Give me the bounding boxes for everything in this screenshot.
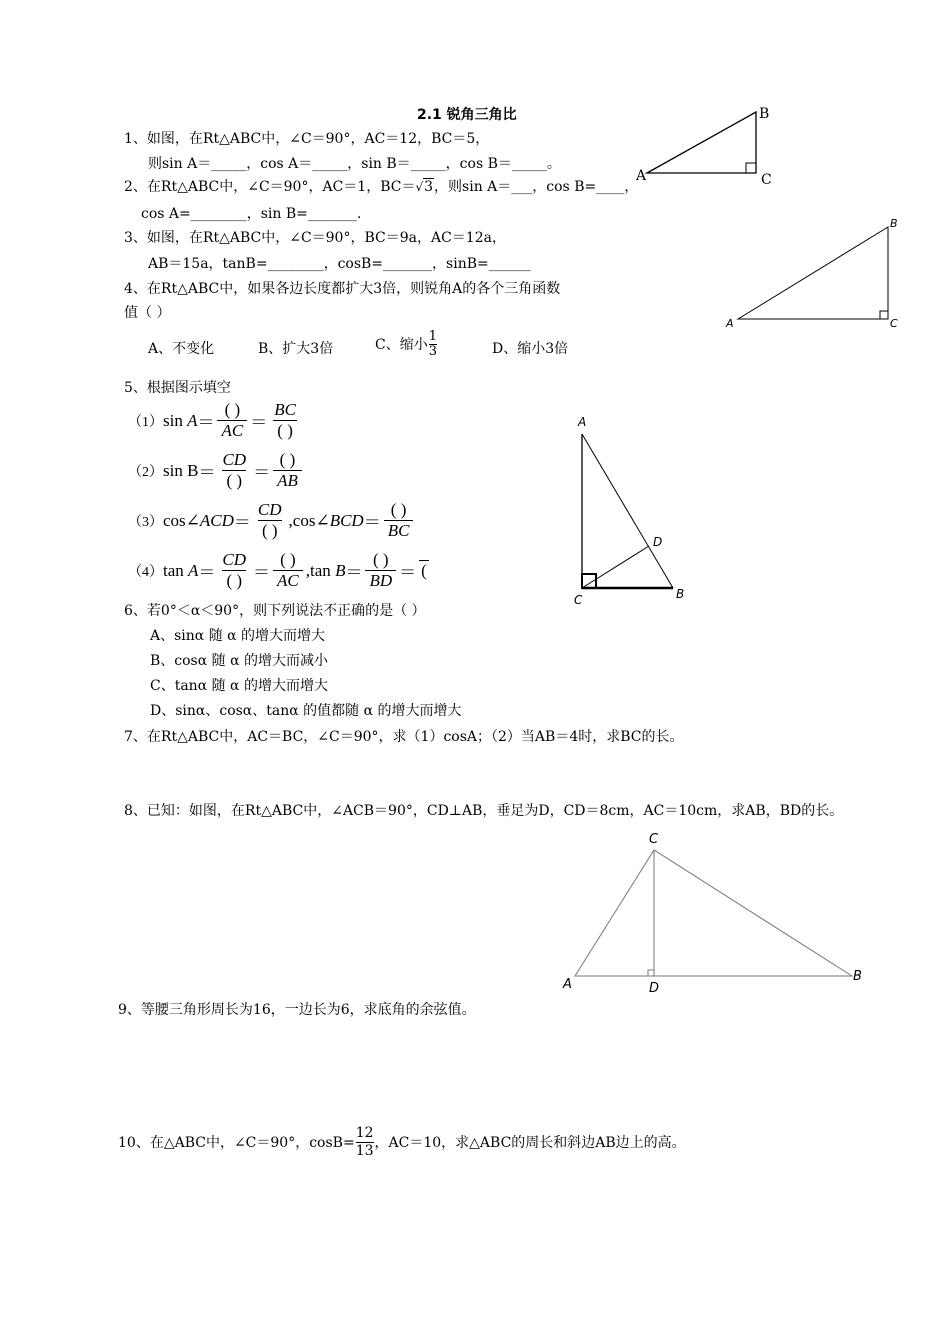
equals-sign: ＝ (233, 513, 251, 532)
fraction (217, 400, 247, 441)
q5-part4-label: （4） (128, 564, 163, 580)
fraction-numerator (270, 400, 300, 420)
blank: ( ) (258, 520, 282, 541)
side-cd: CD (222, 450, 247, 469)
q2-line1: 2、在Rt△ABC中，∠C＝90°，AC＝1，BC＝√3，则sin A＝___，cos B=____， (124, 179, 639, 195)
q6-option-a: A、sinα 随 α 的增大而增大 (150, 628, 326, 644)
figure-3-triangle (570, 410, 700, 605)
fraction (254, 500, 286, 541)
equals-sign: ＝ (253, 463, 271, 482)
sin-b-label: sin B (163, 460, 199, 480)
vertex-b-label: B (676, 587, 685, 601)
figure-1-triangle (620, 100, 780, 190)
side-ac: AC (221, 421, 244, 440)
q4-line2: 值（ ） (124, 305, 171, 321)
side-bc: BC (387, 521, 410, 540)
fraction-denominator (384, 520, 414, 541)
q5-stem: 5、根据图示填空 (124, 380, 231, 396)
triangle-abc (738, 227, 888, 319)
blank: ( ) (273, 420, 297, 441)
q4-option-c (375, 330, 438, 359)
side-cd: CD (222, 550, 247, 569)
equals-sign: ＝ (197, 413, 215, 432)
vertex-c-label: C (574, 593, 583, 607)
blank: ( ) (279, 450, 296, 469)
fraction-denominator: 3 (428, 344, 437, 359)
fraction (218, 450, 250, 491)
side-ab (582, 434, 673, 588)
equals-sign: ＝ (363, 513, 381, 532)
q7-text: 7、在Rt△ABC中，AC＝BC，∠C＝90°，求（1）cosA；（2）当AB＝4时，求BC的长。 (124, 729, 684, 745)
comma: , (288, 510, 293, 530)
fraction (384, 500, 414, 541)
angle-a: A (188, 560, 199, 580)
comma: , (305, 560, 311, 580)
vertex-a-label: A (578, 415, 587, 429)
right-angle-mark (880, 311, 888, 319)
page-title: 2.1 锐角三角比 (417, 107, 517, 123)
equals-sign: ＝ (253, 563, 271, 582)
q1-line2: 则sin A＝_____，cos A＝_____，sin B＝_____，cos B＝_____。 (148, 156, 561, 172)
fraction-numerator (254, 500, 286, 520)
q1-line1: 1、如图，在Rt△ABC中，∠C＝90°，AC＝12，BC＝5， (124, 131, 490, 147)
equals-sign: ＝ (198, 563, 216, 582)
q5-part3-label: （3） (128, 514, 163, 530)
tan-label: tan (310, 560, 331, 580)
tan-label: tan (163, 560, 184, 580)
fraction-truncated (419, 560, 429, 581)
q10-fraction (356, 1125, 374, 1160)
side-bd: BD (369, 571, 393, 590)
q6-option-d: D、sinα、cosα、tanα 的值都随 α 的增大而增大 (150, 703, 462, 719)
figure-4-triangle (555, 825, 875, 1000)
fraction-denominator: 13 (355, 1143, 374, 1159)
equals-sign: ＝ (198, 463, 216, 482)
q10-text (118, 1125, 686, 1160)
fraction (273, 550, 303, 591)
vertex-a-label: A (726, 317, 734, 330)
q4-option-a: A、不变化 (148, 341, 215, 357)
q2-sqrt: 3 (424, 179, 434, 195)
q3-line2: AB＝15a，tanB=________，cosB=_______，sinB=______ (148, 256, 531, 272)
equals-sign: ＝ (250, 413, 268, 432)
vertex-c-label: C (649, 832, 659, 847)
blank: ( ) (280, 550, 296, 569)
vertex-b-label: B (853, 969, 862, 984)
q4-line1: 4、在Rt△ABC中，如果各边长度都扩大3倍，则锐角A的各个三角函数 (124, 281, 561, 297)
fraction-numerator: 12 (355, 1125, 374, 1141)
q5-part2-label: （2） (128, 464, 163, 480)
equals-sign: ＝ (399, 563, 417, 582)
fraction-denominator (365, 570, 396, 591)
altitude-cd (582, 546, 649, 588)
side-ab: AB (277, 471, 298, 490)
triangle-abc (647, 112, 756, 173)
figure-2-triangle (720, 215, 910, 335)
q10-text-b: ，AC＝10，求△ABC的周长和斜边AB边上的高。 (374, 1134, 686, 1151)
q4-option-c-fraction (429, 330, 437, 359)
fraction (365, 550, 396, 591)
q10-text-a: 10、在△ABC中，∠C＝90°，cosB= (118, 1134, 355, 1151)
q5-part3 (128, 500, 416, 541)
blank: ( ) (222, 470, 246, 491)
q6-stem: 6、若0°＜α＜90°，则下列说法不正确的是（ ） (124, 603, 426, 619)
q6-option-b: B、cosα 随 α 的增大而减小 (150, 653, 329, 669)
blank: ( ) (390, 500, 407, 519)
side-bc: BC (274, 400, 296, 419)
vertex-a-label: A (563, 977, 572, 992)
fraction-numerator: 1 (428, 329, 437, 344)
fraction-numerator (218, 450, 250, 470)
fraction (270, 400, 300, 441)
vertex-c-label: C (890, 317, 898, 330)
side-ac: AC (277, 571, 299, 590)
q2-line2: cos A=________，sin B=_______. (141, 206, 362, 222)
q3-line1: 3、如图，在Rt△ABC中，∠C＝90°，BC＝9a，AC＝12a， (124, 230, 506, 246)
vertex-b-label: B (759, 106, 770, 122)
q4-option-b: B、扩大3倍 (258, 341, 334, 357)
q5-part4 (128, 550, 432, 591)
q2-line1-b: ，则sin A＝___，cos B=____， (434, 179, 639, 195)
blank-truncated: ( (421, 561, 427, 580)
fraction (218, 550, 250, 591)
blank: ( ) (373, 550, 389, 569)
vertex-b-label: B (890, 217, 898, 230)
q5-part2 (128, 450, 305, 491)
sin-label: sin (163, 410, 183, 430)
q2-line1-a: 2、在Rt△ABC中，∠C＝90°，AC＝1，BC＝ (124, 179, 416, 195)
fraction-numerator (218, 550, 250, 570)
angle-b: B (335, 560, 346, 580)
q5-part1-label: （1） (128, 414, 163, 430)
side-cd: CD (257, 500, 282, 519)
right-angle-mark (746, 163, 756, 173)
cos-label: cos (163, 510, 186, 530)
q8-text: 8、已知：如图，在Rt△ABC中，∠ACB＝90°，CD⊥AB，垂足为D，CD＝8cm，AC＝10cm，求AB，BD的长。 (124, 803, 844, 819)
q9-text: 9、等腰三角形周长为16，一边长为6，求底角的余弦值。 (118, 1002, 476, 1018)
q6-option-c: C、tanα 随 α 的增大而增大 (150, 678, 328, 694)
fraction-denominator (273, 470, 302, 491)
blank: ( ) (222, 570, 246, 591)
q4-option-d: D、缩小3倍 (492, 341, 569, 357)
angle-bcd: ∠BCD (315, 510, 364, 530)
cos-label: cos (292, 510, 316, 530)
vertex-c-label: C (761, 172, 772, 188)
fraction (273, 450, 302, 491)
vertex-d-label: D (653, 535, 663, 549)
angle-acd: ∠ACD (185, 510, 234, 530)
right-angle-mark (648, 970, 654, 976)
angle-a: A (187, 410, 198, 430)
vertex-a-label: A (636, 168, 647, 184)
q4-option-c-label: C、缩小 (375, 336, 428, 353)
equals-sign: ＝ (345, 563, 363, 582)
fraction-denominator (217, 420, 247, 441)
q5-part1 (128, 400, 303, 441)
blank: ( ) (224, 400, 241, 419)
fraction-denominator (273, 570, 303, 591)
vertex-d-label: D (649, 981, 660, 996)
triangle-abc (575, 850, 852, 976)
